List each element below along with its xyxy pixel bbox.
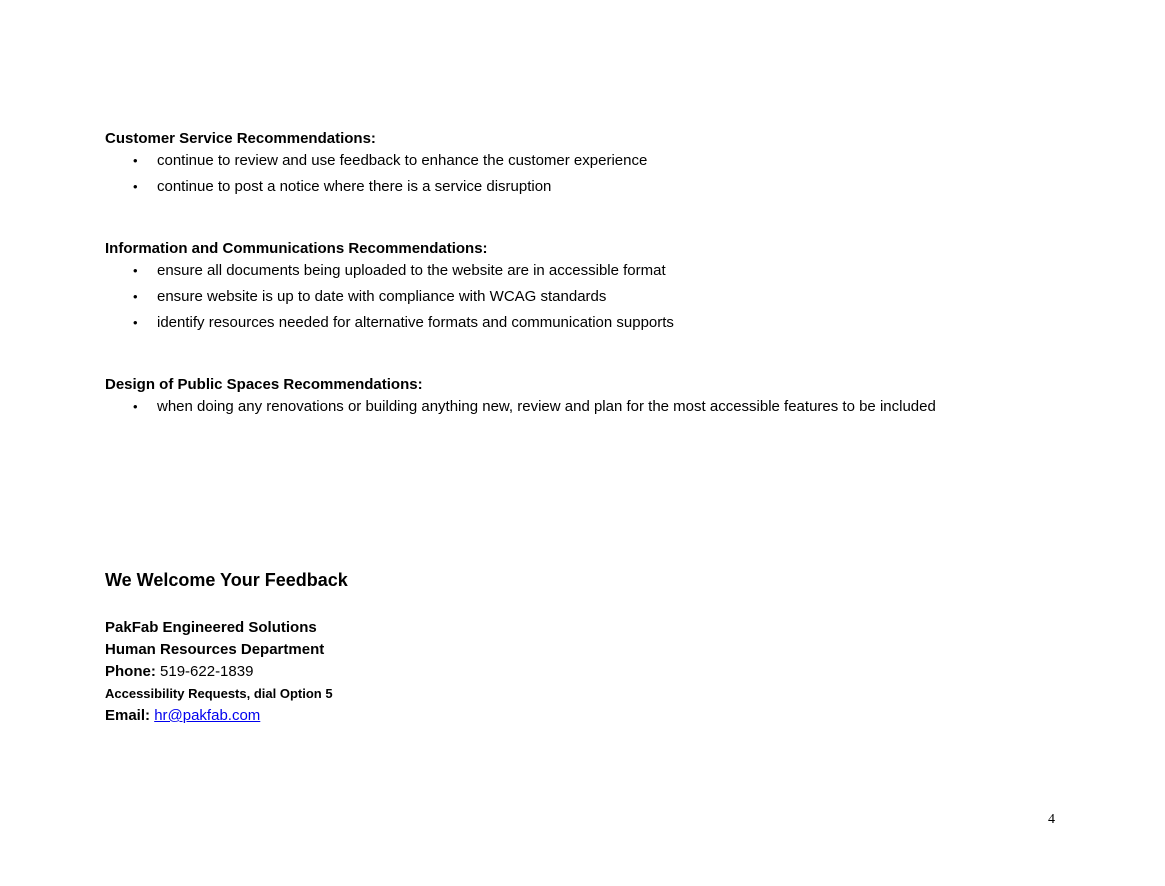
bullet-item: [105, 310, 1105, 336]
phone-line: [105, 661, 1105, 683]
bullet-item: [105, 174, 1105, 200]
feedback-section: [105, 570, 1105, 727]
section-heading-design-public-spaces: Design of Public Spaces Recommendations:: [105, 376, 423, 393]
bullet-icon: •: [133, 153, 138, 168]
bullet-text: continue to review and use feedback to enhance the customer experience: [157, 152, 648, 169]
phone-number: 519-622-1839: [160, 663, 254, 680]
bullet-icon: •: [133, 399, 138, 414]
document-content: [105, 130, 1105, 727]
bullet-icon: •: [133, 315, 138, 330]
department-name: Human Resources Department: [105, 641, 325, 658]
company-name: PakFab Engineered Solutions: [105, 619, 317, 636]
bullet-text: continue to post a notice where there is a service disruption: [157, 178, 552, 195]
bullet-list-design-public-spaces: [105, 394, 1105, 420]
section-information-communications: [105, 240, 1105, 336]
email-label: Email:: [105, 707, 151, 724]
page-number: 4: [1048, 812, 1055, 827]
accessibility-note: Accessibility Requests, dial Option 5: [105, 686, 333, 701]
bullet-icon: •: [133, 263, 138, 278]
bullet-item: [105, 394, 1105, 420]
bullet-list-customer-service: [105, 148, 1105, 200]
section-heading-information-communications: Information and Communications Recommendations:: [105, 240, 488, 257]
section-design-public-spaces: [105, 376, 1105, 420]
bullet-list-information-communications: [105, 258, 1105, 336]
email-line: [105, 705, 1105, 727]
section-heading-customer-service: Customer Service Recommendations:: [105, 130, 376, 147]
feedback-title: We Welcome Your Feedback: [105, 570, 348, 590]
bullet-icon: •: [133, 289, 138, 304]
section-customer-service: [105, 130, 1105, 200]
bullet-text: identify resources needed for alternative formats and communication supports: [157, 314, 674, 331]
email-link[interactable]: hr@pakfab.com: [154, 707, 261, 724]
bullet-item: [105, 284, 1105, 310]
phone-label: Phone:: [105, 663, 156, 680]
bullet-item: [105, 258, 1105, 284]
bullet-item: [105, 148, 1105, 174]
bullet-text: ensure website is up to date with compliance with WCAG standards: [157, 288, 607, 305]
bullet-icon: •: [133, 179, 138, 194]
bullet-text: ensure all documents being uploaded to the website are in accessible format: [157, 262, 666, 279]
bullet-text: when doing any renovations or building anything new, review and plan for the most accessible features to be included: [157, 398, 936, 415]
